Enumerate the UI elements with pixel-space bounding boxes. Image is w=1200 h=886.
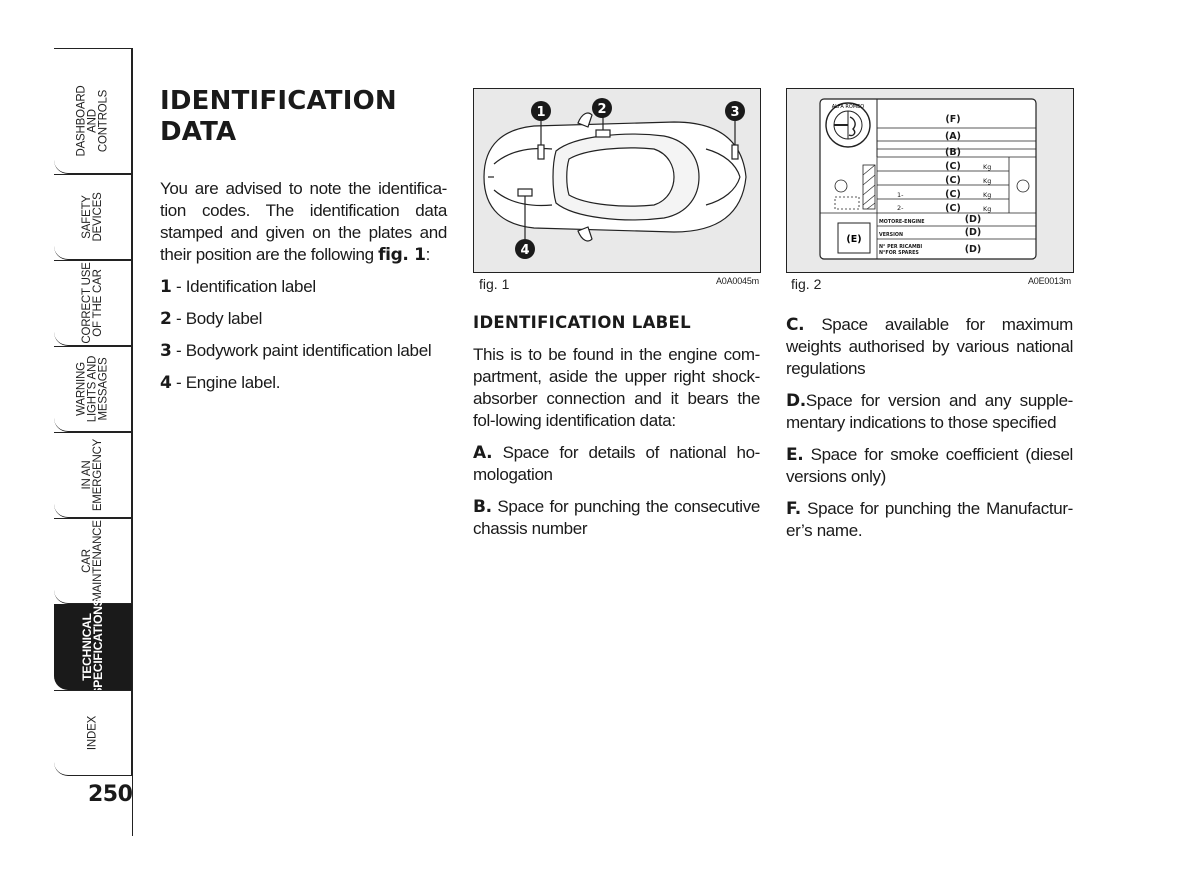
plate-field-d: (D) [964, 244, 982, 255]
figure-car-top-view [473, 88, 761, 273]
title-line: DATA [160, 117, 237, 147]
tab-label-line: IN AN [80, 460, 93, 490]
list-item [160, 308, 447, 330]
tab-label-line: WARNING [75, 362, 87, 416]
tab-label-line: MESSAGES [97, 357, 109, 421]
item-text: - Engine label. [171, 373, 281, 392]
unit-kg: Kg [983, 163, 992, 171]
entry-e [786, 444, 1073, 488]
entry-text: Space for smoke coefficient (diesel versions only) [786, 445, 1073, 486]
tab-strip-rule [132, 48, 133, 836]
plate-label-spares-it: N° PER RICAMBI [879, 245, 923, 250]
tab-label-line: LIGHTS AND [86, 355, 98, 423]
entry-key: D. [786, 391, 806, 411]
figure-reference: fig. 1 [378, 245, 426, 265]
marker-3: 3 [730, 105, 740, 120]
tab-index[interactable] [54, 690, 132, 776]
intro-text: You are advised to note the identifica-tion codes. The identification data stamped and given on the plates and their position are the following [160, 179, 447, 264]
item-number: 1 [160, 277, 172, 297]
section-heading: IDENTIFICATION LABEL [473, 313, 691, 332]
car-top-view-illustration [474, 89, 760, 272]
figure-2-caption: fig. 2 [791, 276, 822, 292]
page-number: 250 [88, 782, 133, 807]
entry-key: F. [786, 499, 801, 519]
marker-2: 2 [597, 102, 607, 117]
tab-label-line: CAR [80, 549, 93, 573]
entry-text: Space for punching the Manufactur-er’s name. [786, 499, 1073, 540]
item-number: 2 [160, 309, 172, 329]
plate-label-spares-en: N°FOR SPARES [879, 251, 919, 256]
figure-1-code: A0A0045m [716, 276, 759, 286]
plate-field-c: (C) [945, 161, 961, 172]
plate-label-version: VERSION [879, 233, 904, 238]
item-number: 4 [160, 373, 172, 393]
plate-field-a: (A) [944, 131, 962, 142]
marker-1: 1 [536, 105, 546, 120]
plate-label-engine: MOTORE-ENGINE [879, 220, 925, 225]
plate-field-c: (C) [945, 203, 961, 214]
entry-c [786, 314, 1073, 380]
tab-dashboard-and-controls[interactable] [54, 48, 132, 174]
tab-label-line: DEVICES [91, 192, 104, 242]
entry-key: C. [786, 315, 805, 335]
tab-label-line: SPECIFICATIONS [90, 598, 105, 696]
entry-text: Space for punching the consecutive chassis number [473, 497, 760, 538]
plate-field-c: (C) [945, 189, 961, 200]
section-intro: This is to be found in the engine com-partment, aside the upper right shock-absorber connection and it bears the fol-lowing identification data: [473, 345, 760, 430]
entry-text: Space for version and any supple-mentary indications to those specified [786, 391, 1073, 432]
page-title [160, 86, 397, 148]
intro-tail: : [425, 245, 430, 264]
tab-label-line: CORRECT USE [80, 262, 93, 344]
entry-b [473, 496, 760, 540]
column-identification-label [473, 312, 760, 550]
tab-correct-use-of-the-car[interactable] [54, 260, 132, 346]
identification-plate-diagram [787, 89, 1073, 272]
item-number: 3 [160, 341, 172, 361]
row-prefix: 2- [897, 204, 904, 212]
tab-label-line: CONTROLS [97, 89, 109, 153]
tab-label-line: EMERGENCY [91, 438, 104, 512]
unit-kg: Kg [983, 205, 992, 213]
plate-field-e: (E) [846, 234, 862, 245]
title-line: IDENTIFICATION [160, 86, 397, 116]
tab-label-line: AND [86, 109, 98, 133]
marker-4: 4 [520, 243, 530, 258]
figure-2-code: A0E0013m [1028, 276, 1071, 286]
entry-key: A. [473, 443, 493, 463]
plate-field-f: (F) [945, 114, 961, 125]
tab-safety-devices[interactable] [54, 174, 132, 260]
item-text: - Body label [171, 309, 263, 328]
column-intro [160, 178, 447, 404]
tab-label-line: DASHBOARD [75, 85, 87, 157]
tab-car-maintenance[interactable] [54, 518, 132, 604]
plate-badge-text: ALFA ROMEO [831, 104, 865, 110]
tab-label-line: MAINTENANCE [91, 520, 104, 602]
figure-1-caption: fig. 1 [479, 276, 510, 292]
tab-technical-specifications[interactable] [54, 598, 132, 696]
entry-key: B. [473, 497, 492, 517]
plate-field-c: (C) [945, 175, 961, 186]
list-item [160, 372, 447, 394]
plate-field-b: (B) [945, 147, 961, 158]
item-text: - Bodywork paint identification label [171, 341, 432, 360]
unit-kg: Kg [983, 191, 992, 199]
tab-label-line: OF THE CAR [91, 269, 104, 337]
list-item [160, 340, 447, 362]
figure-identification-plate [786, 88, 1074, 273]
entry-a [473, 442, 760, 486]
tab-in-an-emergency[interactable] [54, 432, 132, 518]
item-text: - Identification label [171, 277, 316, 296]
tab-warning-lights-and-messages[interactable] [54, 346, 132, 432]
plate-field-d: (D) [964, 214, 982, 225]
entry-d [786, 390, 1073, 434]
unit-kg: Kg [983, 177, 992, 185]
row-prefix: 1- [897, 191, 904, 199]
entry-text: Space for details of national ho-mologation [473, 443, 760, 484]
column-plate-fields [786, 314, 1073, 552]
entry-text: Space available for maximum weights authorised by various national regulations [786, 315, 1073, 378]
tab-label-line: INDEX [86, 715, 98, 751]
intro-paragraph [160, 178, 447, 266]
tab-label-line: TECHNICAL [79, 613, 94, 681]
list-item [160, 276, 447, 298]
entry-f [786, 498, 1073, 542]
tab-label-line: SAFETY [80, 195, 93, 239]
plate-field-d: (D) [964, 227, 982, 238]
entry-key: E. [786, 445, 804, 465]
